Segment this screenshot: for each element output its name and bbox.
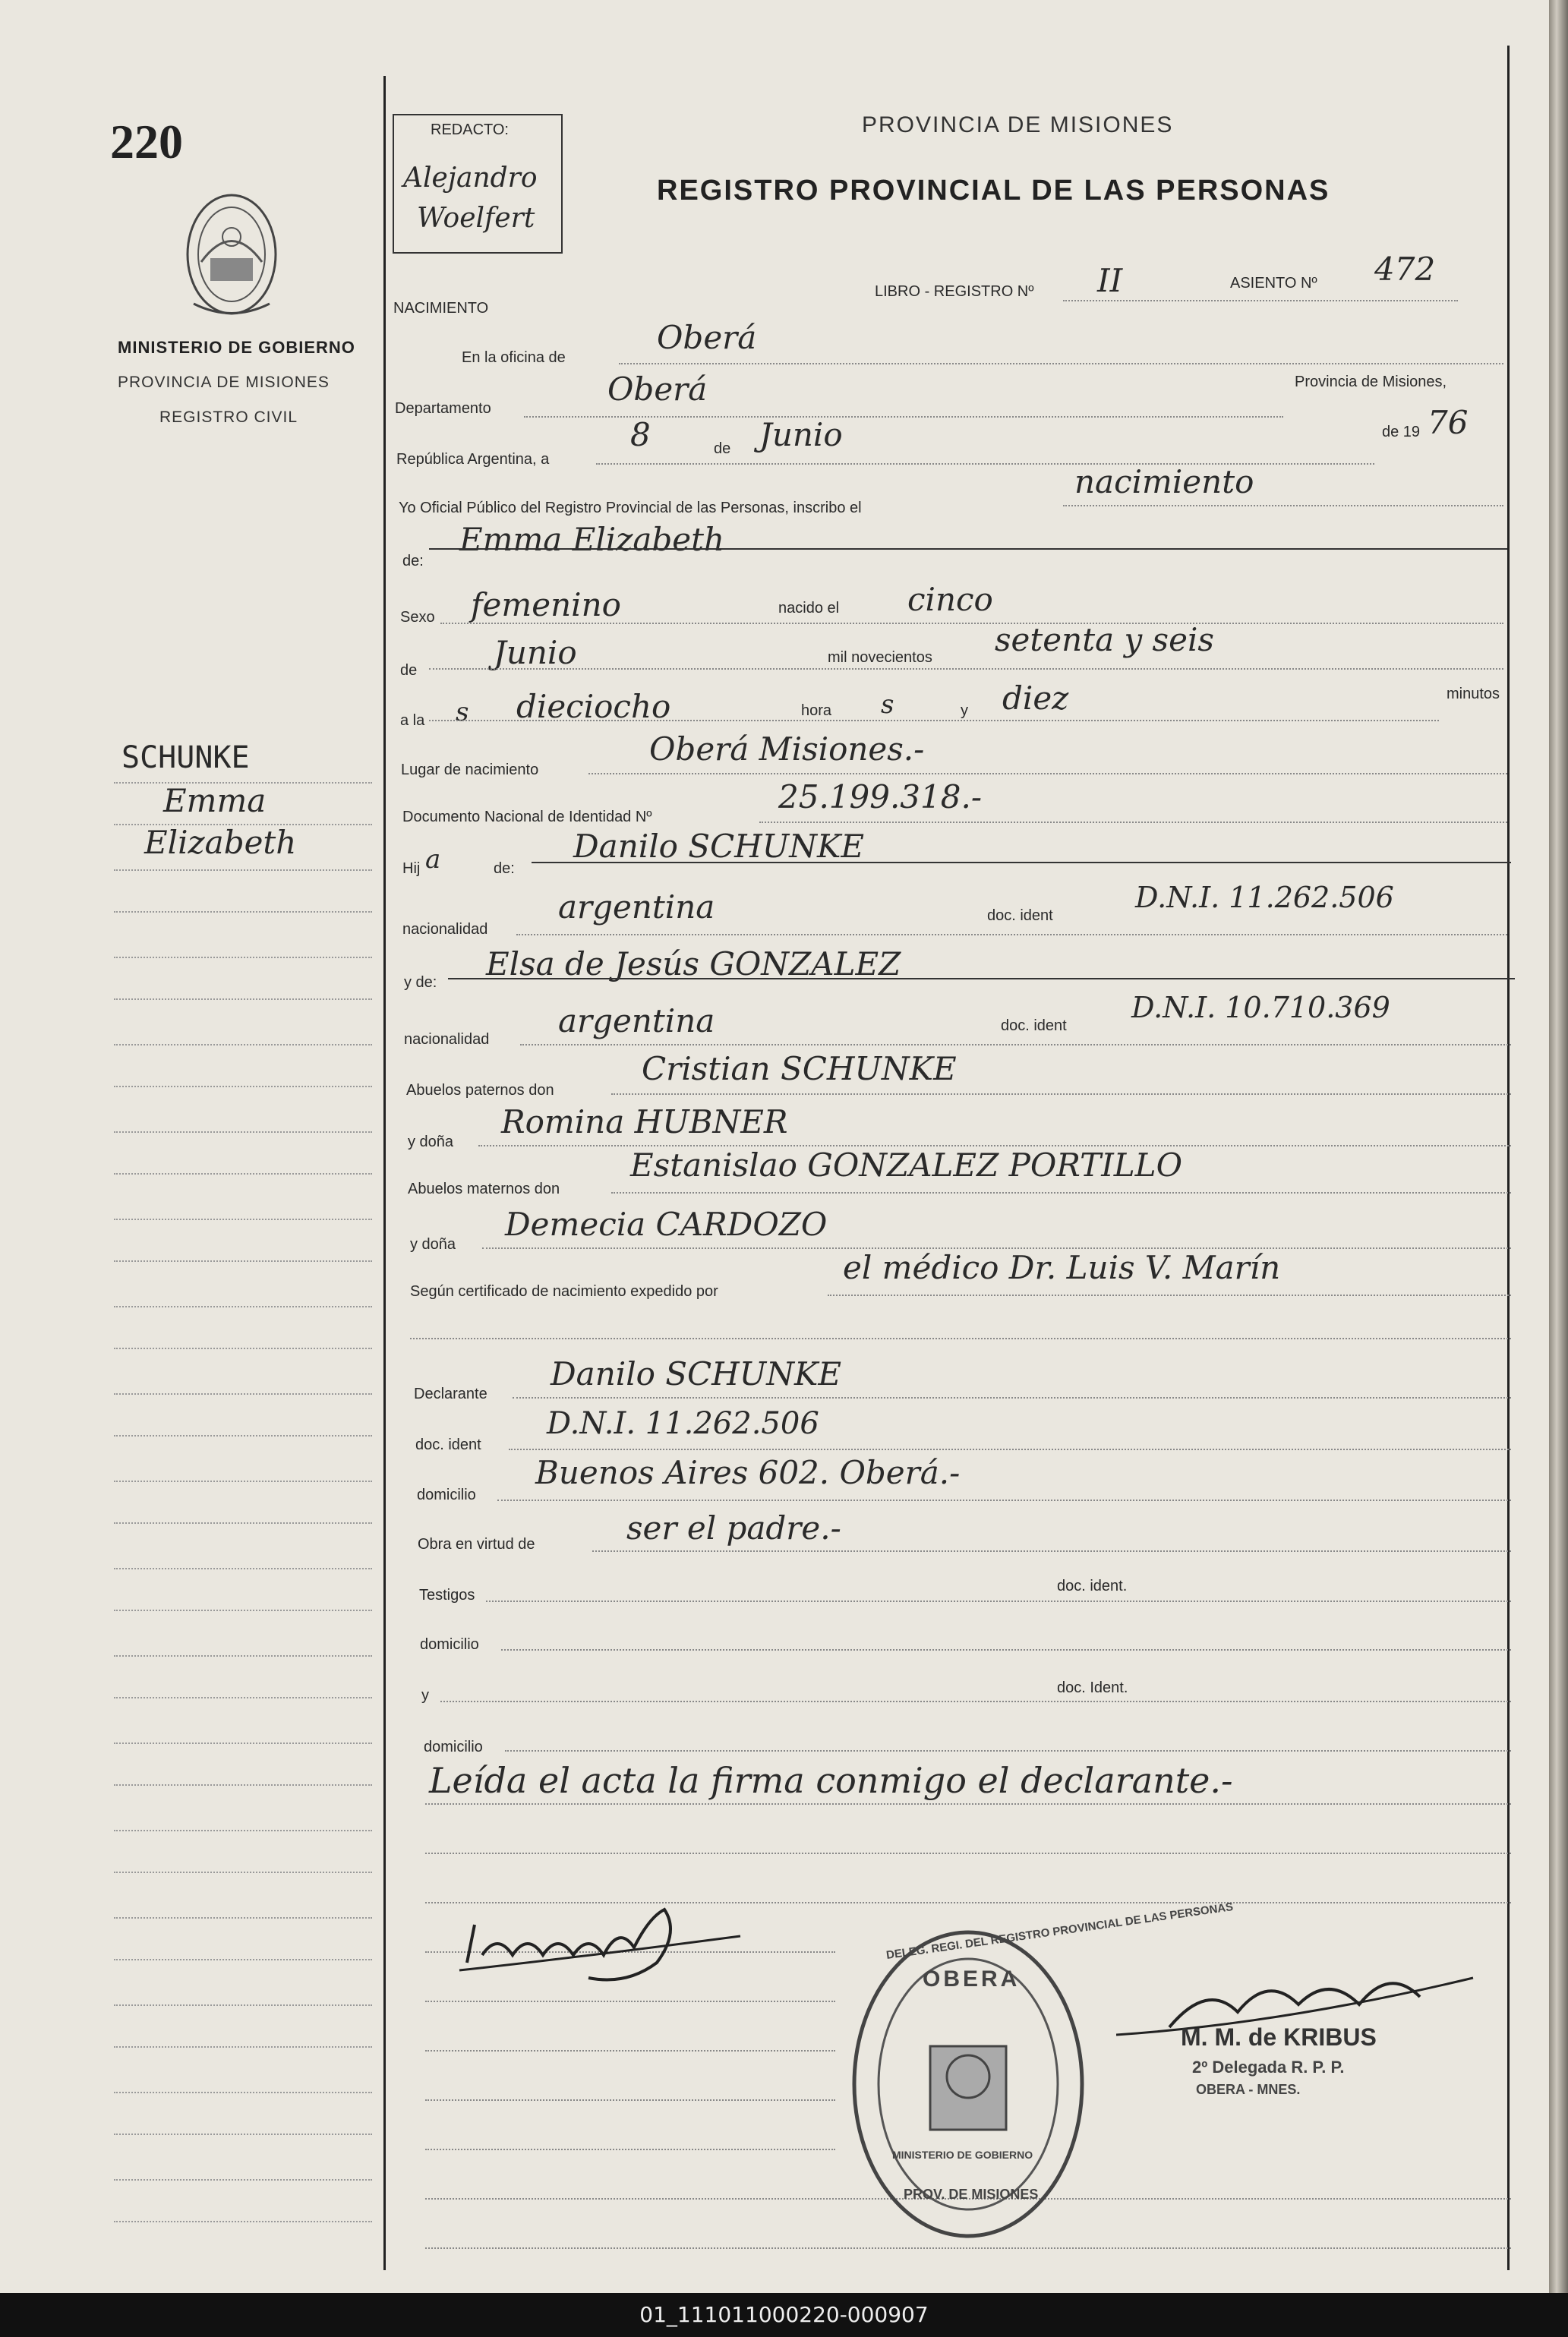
margin-rule bbox=[114, 1260, 372, 1262]
empty-rule bbox=[425, 1853, 1511, 1854]
asiento-value: 472 bbox=[1374, 251, 1436, 288]
stamp-bottom: PROV. DE MISIONES bbox=[904, 2187, 1039, 2202]
margin-rule bbox=[114, 1306, 372, 1307]
stamp-inner: MINISTERIO DE GOBIERNO bbox=[892, 2149, 1033, 2161]
departamento-label: Departamento bbox=[395, 400, 491, 417]
testigos-rule bbox=[486, 1601, 1511, 1602]
margin-rule bbox=[114, 1173, 372, 1175]
y-label: y bbox=[961, 702, 968, 719]
y2-rule bbox=[440, 1701, 1511, 1702]
nac1-label: nacionalidad bbox=[402, 921, 488, 938]
domicilio3-rule bbox=[505, 1750, 1511, 1752]
margin-rule bbox=[114, 1435, 372, 1437]
margin-rule bbox=[114, 1568, 372, 1569]
nac2-label: nacionalidad bbox=[404, 1031, 490, 1048]
departamento-value: Oberá bbox=[607, 371, 708, 408]
redacto-label: REDACTO: bbox=[431, 121, 509, 138]
redacto-name-line1: Alejandro bbox=[403, 162, 538, 194]
nombre-rule bbox=[429, 548, 1507, 550]
margin-rule bbox=[114, 957, 372, 958]
margin-rule bbox=[114, 2046, 372, 2048]
docident4-label: doc. ident. bbox=[1057, 1578, 1128, 1594]
left-border-line bbox=[383, 76, 386, 2270]
nac2-rule bbox=[520, 1044, 1511, 1046]
mes2-value: Junio bbox=[494, 634, 577, 671]
libro-label: LIBRO - REGISTRO Nº bbox=[875, 283, 1034, 300]
margin-rule bbox=[114, 1784, 372, 1786]
provincia-small-label: PROVINCIA DE MISIONES bbox=[118, 374, 330, 391]
alas-label: a la bbox=[400, 712, 425, 729]
padre-rule bbox=[532, 862, 1511, 863]
cert-rule-2 bbox=[410, 1338, 1511, 1339]
de3-label: de: bbox=[494, 860, 515, 877]
inscribo-label: Yo Oficial Público del Registro Provincial de las Personas, inscribo el bbox=[399, 500, 862, 516]
nac1-value: argentina bbox=[558, 888, 715, 926]
hora-text-value: dieciocho bbox=[516, 688, 671, 725]
empty-rule bbox=[425, 2050, 835, 2052]
margin-rule bbox=[114, 1044, 372, 1046]
empty-rule bbox=[425, 2149, 835, 2150]
margin-rule bbox=[114, 782, 372, 784]
nac1-rule bbox=[516, 934, 1507, 935]
official-name: M. M. de KRIBUS bbox=[1181, 2023, 1377, 2051]
domicilio-label: domicilio bbox=[417, 1487, 476, 1503]
nacido-label: nacido el bbox=[778, 600, 840, 617]
sexo-rule bbox=[440, 623, 1503, 624]
docident2-label: doc. ident bbox=[1001, 1017, 1067, 1034]
right-border-line bbox=[1507, 46, 1510, 2270]
abpat-rule bbox=[611, 1093, 1511, 1095]
margin-note-surname: SCHUNKE bbox=[121, 740, 250, 775]
obra-label: Obra en virtud de bbox=[418, 1536, 535, 1553]
closing-rule bbox=[425, 1803, 1511, 1805]
minutos-label: minutos bbox=[1447, 686, 1500, 702]
declarante-label: Declarante bbox=[414, 1386, 487, 1402]
dia-value: 8 bbox=[630, 416, 651, 453]
margin-rule bbox=[114, 1742, 372, 1744]
nacimiento-label: NACIMIENTO bbox=[393, 300, 489, 317]
declarante-rule bbox=[513, 1397, 1511, 1399]
provincia-suffix: Provincia de Misiones, bbox=[1295, 374, 1447, 390]
margin-rule bbox=[114, 2134, 372, 2135]
mil-label: mil novecientos bbox=[828, 649, 932, 666]
obra-rule bbox=[592, 1550, 1511, 1552]
domicilio-rule bbox=[497, 1500, 1511, 1501]
margin-rule bbox=[114, 1959, 372, 1960]
nombre-value: Emma Elizabeth bbox=[459, 521, 725, 558]
libro-value: II bbox=[1097, 262, 1123, 299]
hora-rule bbox=[429, 720, 1439, 721]
margin-rule bbox=[114, 1348, 372, 1349]
yde-label: y de: bbox=[404, 974, 437, 991]
margin-note-name1: Emma bbox=[163, 782, 267, 819]
domicilio2-rule bbox=[501, 1649, 1511, 1651]
domicilio3-label: domicilio bbox=[424, 1739, 483, 1755]
declarante-value: Danilo SCHUNKE bbox=[551, 1355, 841, 1392]
hij-suffix: a bbox=[425, 844, 441, 875]
abpat-label: Abuelos paternos don bbox=[406, 1082, 554, 1099]
redacto-name-line2: Woelfert bbox=[417, 203, 535, 234]
registry-rule bbox=[1063, 300, 1458, 301]
mil-rule bbox=[429, 668, 1503, 670]
empty-rule bbox=[425, 2247, 1511, 2249]
republica-rule bbox=[596, 463, 1374, 465]
margin-rule bbox=[114, 2092, 372, 2093]
margin-rule bbox=[114, 1219, 372, 1220]
redacto-box bbox=[393, 114, 563, 254]
cert-rule bbox=[828, 1295, 1511, 1296]
abmat-rule bbox=[611, 1192, 1511, 1194]
de-nombre-label: de: bbox=[402, 553, 424, 569]
official-place: OBERA - MNES. bbox=[1196, 2082, 1301, 2097]
docident2-value: D.N.I. 10.710.369 bbox=[1131, 991, 1390, 1024]
margin-rule bbox=[114, 1830, 372, 1831]
madre-rule bbox=[448, 978, 1515, 979]
margin-rule bbox=[114, 998, 372, 1000]
sexo-value: femenino bbox=[471, 586, 621, 623]
margin-rule bbox=[114, 1086, 372, 1087]
docident3-value: D.N.I. 11.262.506 bbox=[547, 1406, 819, 1441]
dni-rule bbox=[759, 822, 1507, 823]
declarant-signature-icon bbox=[452, 1902, 756, 2001]
hora-label: hora bbox=[801, 702, 832, 719]
oficina-rule bbox=[619, 363, 1503, 364]
nac2-value: argentina bbox=[558, 1002, 715, 1039]
margin-rule bbox=[114, 1131, 372, 1133]
margin-rule bbox=[114, 911, 372, 913]
ydona2-value: Demecia CARDOZO bbox=[505, 1206, 828, 1243]
mil-value: setenta y seis bbox=[995, 621, 1214, 658]
asiento-label: ASIENTO Nº bbox=[1230, 275, 1317, 292]
obra-value: ser el padre.- bbox=[626, 1509, 841, 1547]
provincia-heading: PROVINCIA DE MISIONES bbox=[862, 112, 1174, 137]
closing-value: Leída el acta la firma conmigo el declarante.- bbox=[429, 1760, 1233, 1801]
cert-value: el médico Dr. Luis V. Marín bbox=[843, 1249, 1281, 1286]
alas-value: s bbox=[456, 697, 469, 727]
margin-rule bbox=[114, 1697, 372, 1698]
anio-label: de 19 bbox=[1382, 424, 1421, 440]
sexo-label: Sexo bbox=[400, 609, 435, 626]
stamp-city: OBERA bbox=[923, 1966, 1021, 1992]
domicilio2-label: domicilio bbox=[420, 1636, 479, 1653]
margin-rule bbox=[114, 869, 372, 871]
inscribo-rule bbox=[1063, 505, 1503, 506]
docident1-label: doc. ident bbox=[987, 907, 1053, 924]
margin-rule bbox=[114, 1917, 372, 1919]
padre-value: Danilo SCHUNKE bbox=[573, 828, 864, 865]
margin-note-name2: Elizabeth bbox=[144, 824, 297, 861]
nacido-value: cinco bbox=[907, 581, 993, 618]
abpat-value: Cristian SCHUNKE bbox=[642, 1050, 957, 1087]
abmat-label: Abuelos maternos don bbox=[408, 1181, 560, 1197]
dni-label: Documento Nacional de Identidad Nº bbox=[402, 809, 652, 825]
testigos-label: Testigos bbox=[419, 1587, 475, 1604]
image-id-footer: 01_111011000220-000907 bbox=[0, 2293, 1568, 2337]
empty-rule bbox=[425, 2099, 835, 2101]
registro-civil-label: REGISTRO CIVIL bbox=[159, 408, 298, 426]
margin-rule bbox=[114, 1610, 372, 1611]
margin-rule bbox=[114, 1872, 372, 1873]
dni-value: 25.199.318.- bbox=[778, 778, 983, 815]
oficina-label: En la oficina de bbox=[462, 349, 566, 366]
ydona1-value: Romina HUBNER bbox=[501, 1103, 788, 1140]
hora-s: s bbox=[881, 689, 894, 720]
stamp-ring-text: DELEG. REGI. DEL REGISTRO PROVINCIAL DE LAS PERSONAS bbox=[885, 1900, 1235, 1963]
y2-label: y bbox=[421, 1687, 429, 1704]
margin-rule bbox=[114, 1522, 372, 1524]
registro-title: REGISTRO PROVINCIAL DE LAS PERSONAS bbox=[657, 175, 1330, 207]
docident3-rule bbox=[509, 1449, 1511, 1450]
ydona1-label: y doña bbox=[408, 1134, 454, 1150]
ydona2-label: y doña bbox=[410, 1236, 456, 1253]
official-role: 2º Delegada R. P. P. bbox=[1192, 2058, 1345, 2077]
abmat-value: Estanislao GONZALEZ PORTILLO bbox=[630, 1146, 1183, 1184]
inscribo-value: nacimiento bbox=[1074, 463, 1254, 500]
docident1-value: D.N.I. 11.262.506 bbox=[1135, 881, 1394, 914]
minutos-value: diez bbox=[1002, 680, 1069, 717]
margin-rule bbox=[114, 2221, 372, 2222]
margin-rule bbox=[114, 2004, 372, 2006]
margin-rule bbox=[114, 2179, 372, 2181]
margin-rule bbox=[114, 1393, 372, 1395]
republica-label: República Argentina, a bbox=[396, 451, 550, 468]
ministerio-label: MINISTERIO DE GOBIERNO bbox=[118, 338, 355, 357]
docident3-label: doc. ident bbox=[415, 1437, 481, 1453]
domicilio-value: Buenos Aires 602. Oberá.- bbox=[535, 1454, 961, 1491]
empty-rule bbox=[425, 2001, 835, 2002]
coat-of-arms-icon bbox=[178, 190, 285, 319]
margin-rule bbox=[114, 1655, 372, 1657]
margin-rule bbox=[114, 1481, 372, 1482]
lugar-rule bbox=[588, 773, 1507, 774]
lugar-label: Lugar de nacimiento bbox=[401, 762, 539, 778]
madre-value: Elsa de Jesús GONZALEZ bbox=[486, 945, 901, 982]
anio-value: 76 bbox=[1428, 404, 1469, 441]
de2-label: de bbox=[400, 662, 418, 679]
mes-value: Junio bbox=[759, 416, 843, 453]
margin-rule bbox=[114, 824, 372, 825]
hij-label: Hij bbox=[402, 860, 421, 877]
cert-label: Según certificado de nacimiento expedido por bbox=[410, 1283, 718, 1300]
de-label: de bbox=[714, 440, 731, 457]
page-number: 220 bbox=[110, 115, 183, 169]
oficina-value: Oberá bbox=[657, 319, 757, 356]
page-edge bbox=[1549, 0, 1568, 2293]
lugar-value: Oberá Misiones.- bbox=[649, 730, 925, 768]
docident5-label: doc. Ident. bbox=[1057, 1679, 1128, 1696]
